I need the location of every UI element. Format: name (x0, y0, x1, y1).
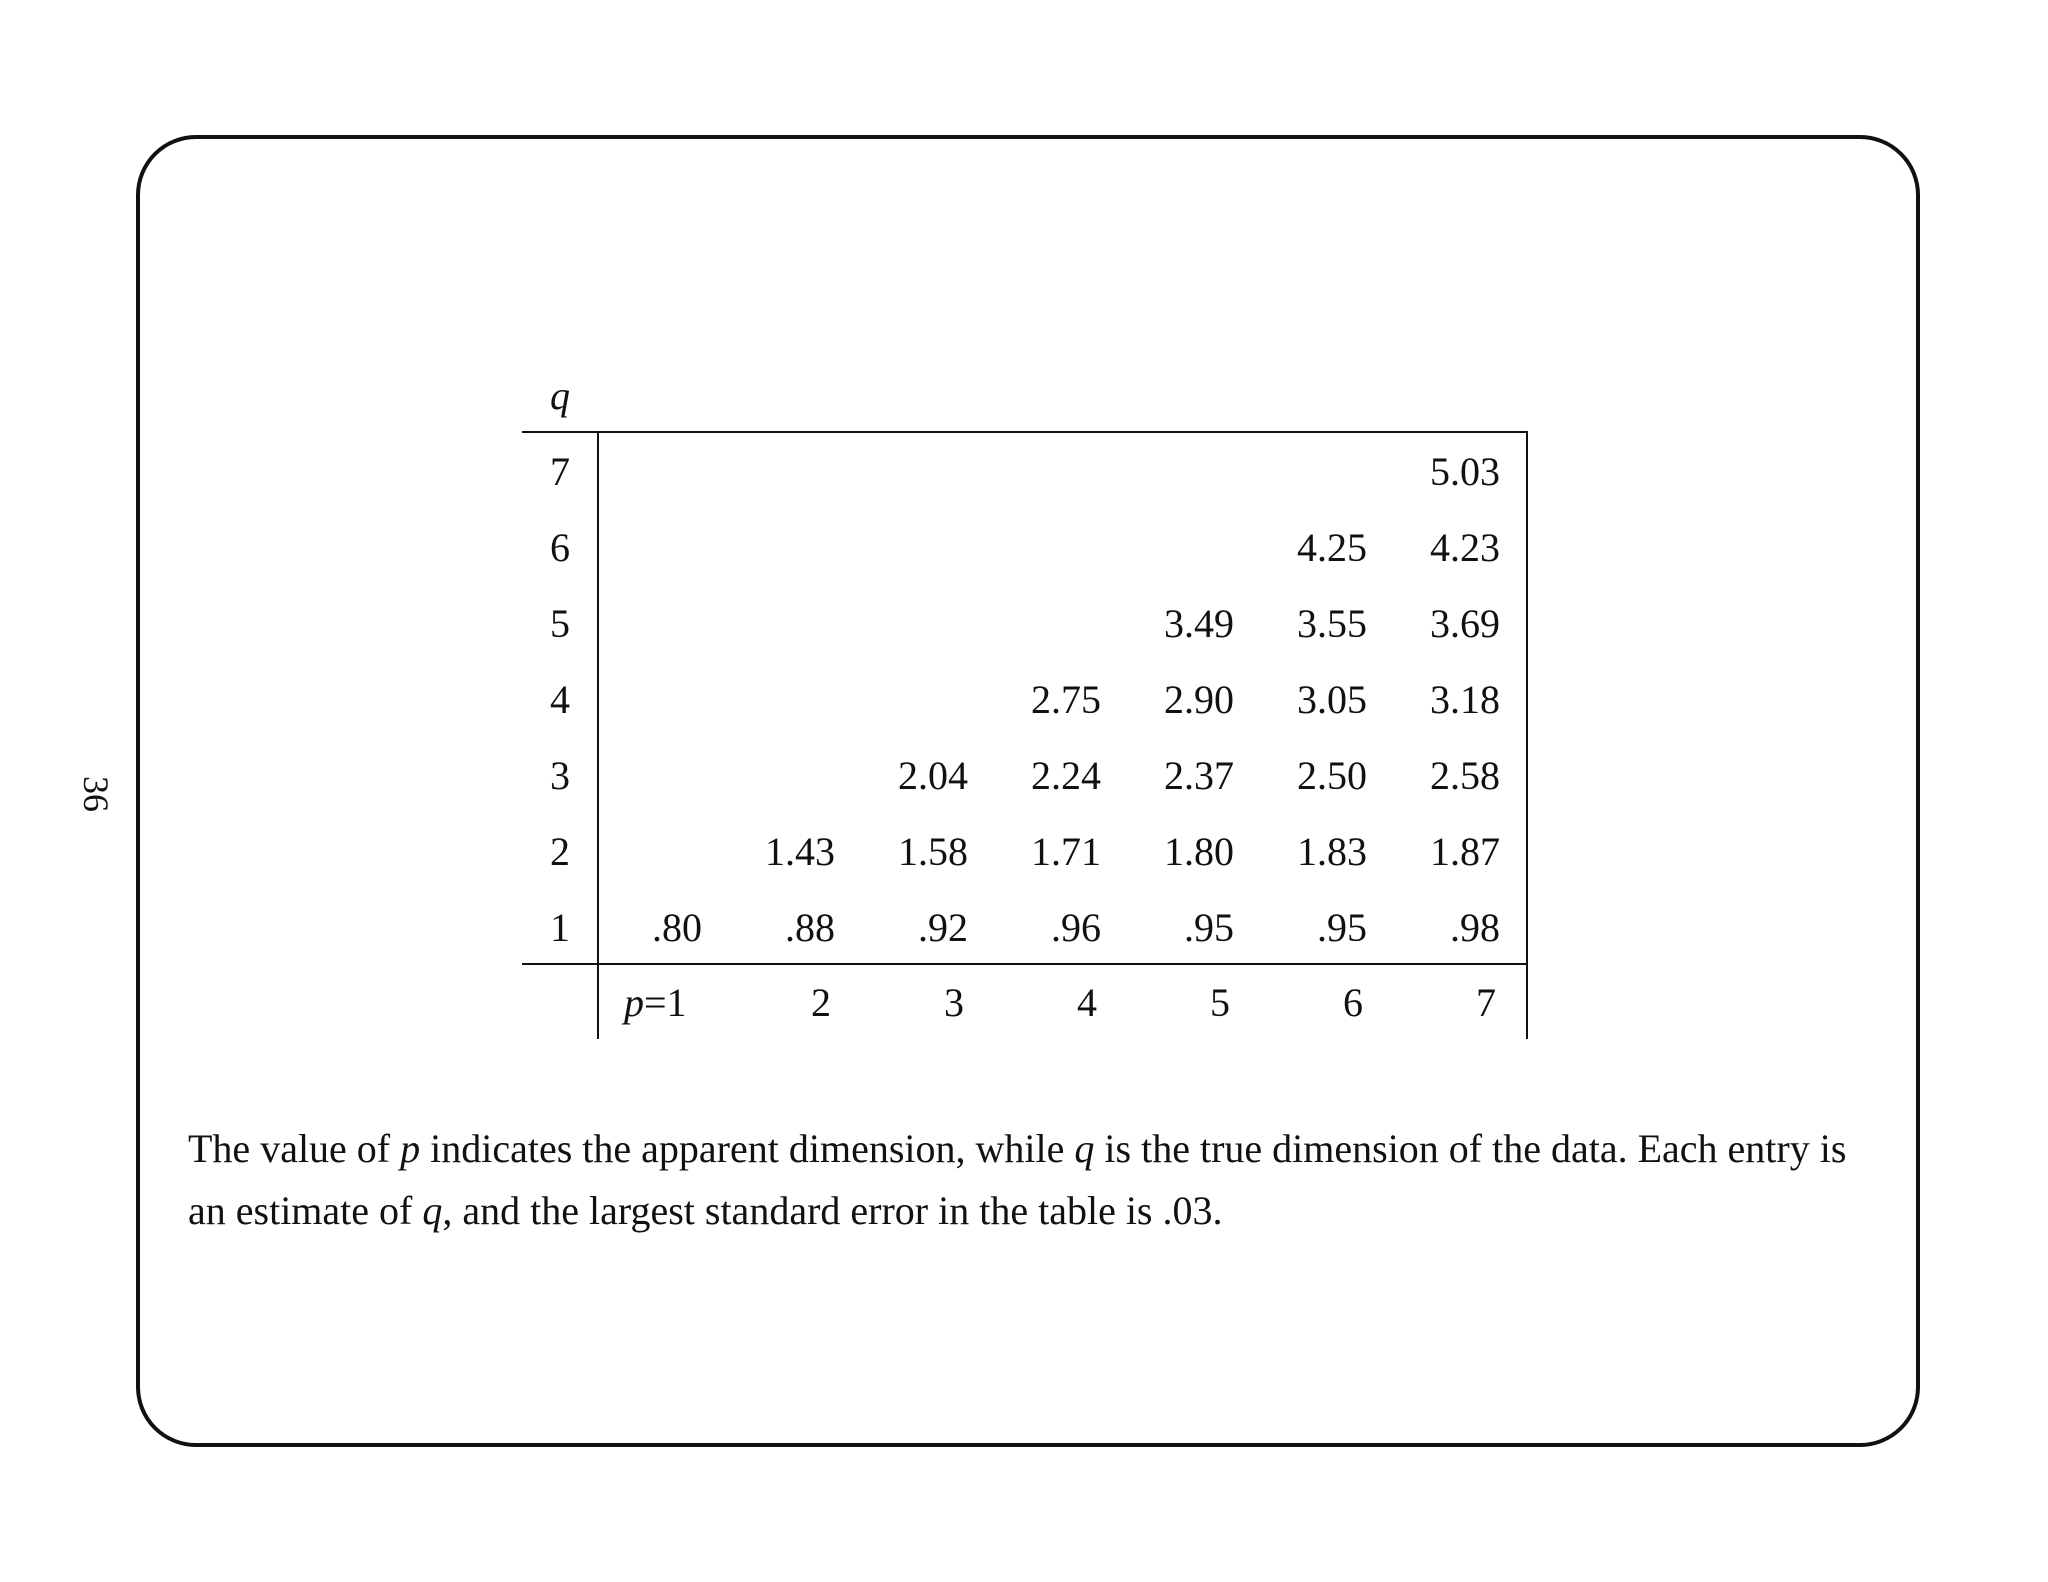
q-row-label: 4 (550, 677, 570, 722)
q-row-label: 1 (550, 905, 570, 950)
table-cell: 1.58 (898, 829, 968, 874)
table-cell: 1.87 (1430, 829, 1500, 874)
page-number: 36 (76, 776, 116, 812)
table-top-rule (522, 431, 1528, 433)
table-cell: 3.05 (1297, 677, 1367, 722)
caption (188, 1118, 1888, 1242)
table-cell: 1.43 (765, 829, 835, 874)
q-row-label: 5 (550, 601, 570, 646)
q-axis-label: q (550, 373, 570, 418)
table-cell: 2.24 (1031, 753, 1101, 798)
table-cell: 2.04 (898, 753, 968, 798)
p-column-label: 4 (1077, 980, 1097, 1025)
caption-part4: , and the largest standard error in the table is .03. (442, 1188, 1223, 1233)
table-cell: 5.03 (1430, 449, 1500, 494)
caption-part1: The value of (188, 1126, 401, 1171)
table-cell: 3.55 (1297, 601, 1367, 646)
q-row-label: 3 (550, 753, 570, 798)
table-cell: .96 (1051, 905, 1101, 950)
p-column-label: 7 (1476, 980, 1496, 1025)
caption-var-p: p (400, 1126, 421, 1171)
table-cell: 4.25 (1297, 525, 1367, 570)
table-cell: 3.69 (1430, 601, 1500, 646)
table-cell: 2.58 (1430, 753, 1500, 798)
p-axis-var: p (624, 980, 644, 1025)
q-row-label: 2 (550, 829, 570, 874)
p-axis-label (624, 980, 687, 1025)
table-left-rule (597, 431, 599, 1039)
table-cell: 1.83 (1297, 829, 1367, 874)
p-column-label: 5 (1210, 980, 1230, 1025)
table-cell: 2.90 (1164, 677, 1234, 722)
p-column-label: 2 (811, 980, 831, 1025)
table-cell: .95 (1184, 905, 1234, 950)
table-cell: .88 (785, 905, 835, 950)
table-cell: 3.18 (1430, 677, 1500, 722)
p-axis-eq: =1 (644, 980, 687, 1025)
table-cell: 4.23 (1430, 525, 1500, 570)
caption-part3: is the true dimension of the data. Each entry is an estimate of (188, 1126, 1847, 1233)
p-column-label: 6 (1343, 980, 1363, 1025)
caption-part2: indicates the apparent dimension, while (420, 1126, 1075, 1171)
p-column-label: 3 (944, 980, 964, 1025)
table-cell: .80 (652, 905, 702, 950)
caption-var-q-2: q (422, 1188, 443, 1233)
table-cell: 1.71 (1031, 829, 1101, 874)
caption-var-q: q (1074, 1126, 1095, 1171)
table-cell: .92 (918, 905, 968, 950)
table-cell: 2.37 (1164, 753, 1234, 798)
table-right-rule (1526, 431, 1528, 1039)
q-row-label: 7 (550, 449, 570, 494)
q-row-label: 6 (550, 525, 570, 570)
table-cell: 1.80 (1164, 829, 1234, 874)
table-cell: 2.50 (1297, 753, 1367, 798)
table-cell: .98 (1450, 905, 1500, 950)
table-cell: 2.75 (1031, 677, 1101, 722)
table-cell: 3.49 (1164, 601, 1234, 646)
table-bottom-rule (522, 963, 1528, 965)
table-cell: .95 (1317, 905, 1367, 950)
